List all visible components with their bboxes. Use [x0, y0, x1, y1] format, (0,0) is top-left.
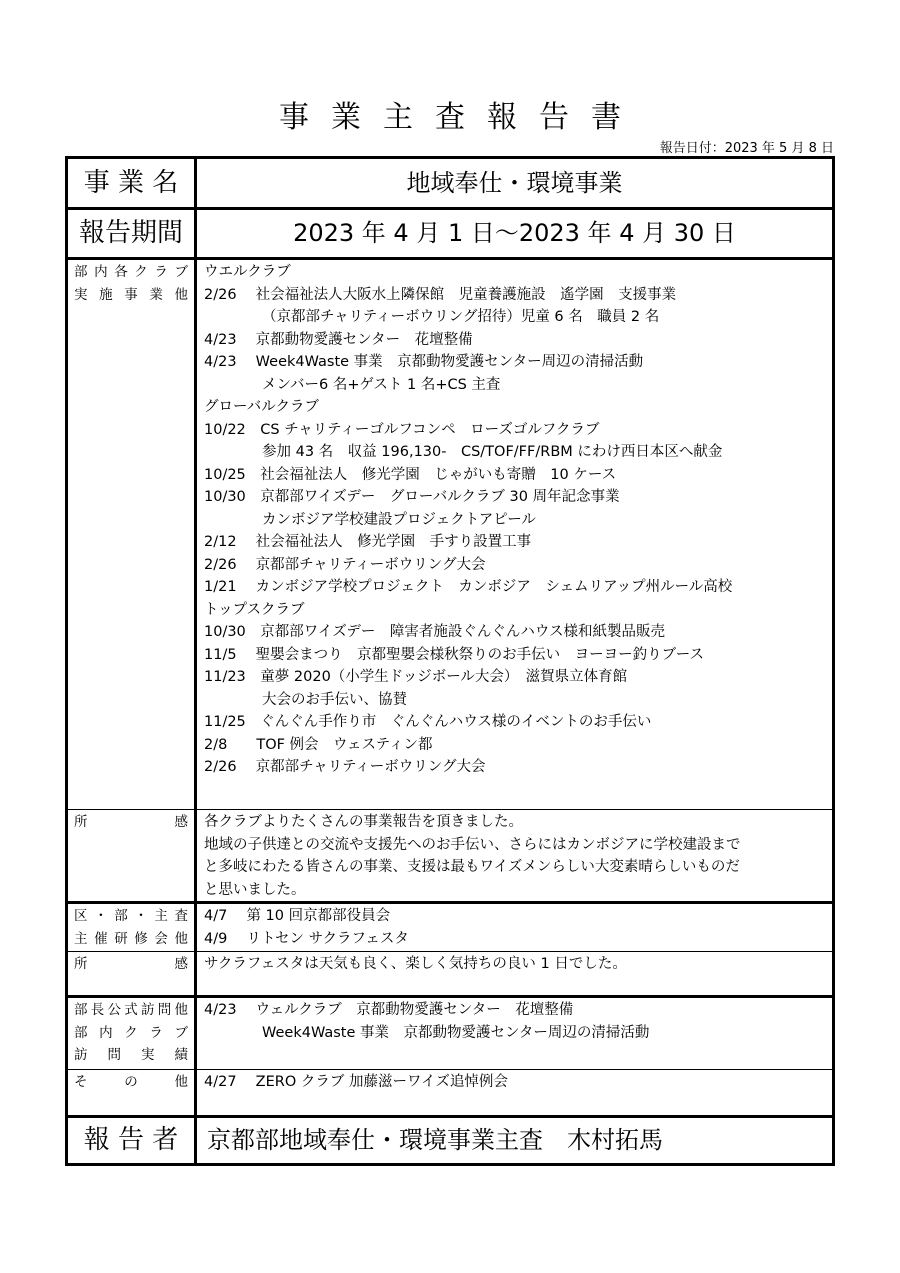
- label-char: 区: [74, 908, 88, 924]
- label-char: ク: [134, 264, 148, 280]
- label-char: 事: [124, 286, 138, 303]
- text-line: 大会のお手伝い、協賛: [262, 691, 407, 708]
- label-char: の: [124, 1074, 138, 1090]
- label-char: 部: [74, 1002, 88, 1018]
- label-char: 所: [74, 956, 88, 972]
- text-line: と多岐にわたる皆さんの事業、支援は最もワイズメンらしい大変素晴らしいものだ: [204, 859, 740, 875]
- text-line: 4/23 Week4Waste 事業 京都動物愛護センター周辺の清掃活動: [204, 354, 644, 370]
- report-period-row: [68, 210, 832, 260]
- official-visits-label-line: [74, 999, 188, 1022]
- label-char: 他: [174, 286, 188, 303]
- official-visits-label-line: [74, 1044, 188, 1067]
- official-visits-row: [68, 998, 832, 1070]
- impressions-2-label-line: [74, 953, 188, 976]
- label-char: 内: [99, 1024, 113, 1041]
- label-char: 部: [114, 908, 128, 924]
- label-char: 部: [74, 1024, 88, 1041]
- district-events-row: [68, 904, 832, 952]
- impressions-2-text: [197, 952, 832, 995]
- label-char: 績: [174, 1047, 188, 1063]
- reporter-value: 京都部地域奉仕・環境事業主査 木村拓馬: [207, 1126, 663, 1154]
- label-char: 他: [174, 1002, 188, 1018]
- text-line: 参加 43 名 収益 196,130- CS/TOF/FF/RBM にわけ西日本区へ献金: [262, 444, 723, 460]
- impressions-row: [68, 810, 832, 904]
- label-char: ラ: [149, 1024, 163, 1041]
- district-events-label: [68, 904, 197, 951]
- label-char: ブ: [174, 1024, 188, 1041]
- label-char: 実: [74, 286, 88, 303]
- text-line: 4/23 ウェルクラブ 京都動物愛護センター 花壇整備: [204, 1002, 574, 1018]
- club-activities-label-line: [74, 284, 188, 307]
- text-line: 4/23 京都動物愛護センター 花壇整備: [204, 331, 473, 348]
- label-char: 実: [141, 1047, 155, 1063]
- label-char: 催: [94, 930, 108, 947]
- label-char: 他: [174, 930, 188, 947]
- business-name-label: 事 業 名: [68, 159, 197, 207]
- club-activities-label-line: [74, 261, 188, 284]
- text-line: （京都部チャリティーボウリング招待）児童 6 名 職員 2 名: [262, 309, 660, 325]
- impressions-text: [197, 810, 832, 901]
- report-date: 報告日付：2023 年 5 月 8 日: [659, 141, 834, 156]
- district-events-list: [197, 904, 832, 951]
- text-line: 4/9 リトセン サクラフェスタ: [204, 930, 409, 947]
- label-char: 問: [157, 1002, 172, 1018]
- text-line: 4/27 ZERO クラブ 加藤滋ーワイズ追悼例会: [204, 1074, 508, 1090]
- text-line: メンバー6 名+ゲスト 1 名+CS 主査: [262, 376, 501, 393]
- text-line: 10/30 京都部ワイズデー グローバルクラブ 30 周年記念事業: [204, 489, 620, 505]
- label-char: 業: [149, 286, 163, 303]
- text-line: 2/26 社会福祉法人大阪水上隣保館 児童養護施設 遙学園 支援事業: [204, 286, 677, 303]
- label-char: 会: [154, 930, 168, 947]
- document-title: 事業主査報告書: [279, 100, 643, 135]
- label-char: ラ: [154, 264, 168, 280]
- club-activities-label: [68, 260, 197, 809]
- label-char: 式: [124, 1002, 138, 1018]
- text-line: サクラフェスタは天気も良く、楽しく気持ちの良い 1 日でした。: [204, 956, 627, 972]
- report-period-value: 2023 年 4 月 1 日～2023 年 4 月 30 日: [293, 219, 736, 247]
- impressions-label: [68, 810, 197, 901]
- other-list: [197, 1070, 832, 1115]
- impressions-label-line: [74, 811, 188, 834]
- text-line: 10/25 社会福祉法人 修光学園 じゃがいも寄贈 10 ケース: [204, 466, 617, 483]
- label-char: そ: [74, 1074, 88, 1090]
- report-table: [65, 156, 835, 1166]
- reporter-row: [68, 1118, 832, 1163]
- text-line: 2/12 社会福祉法人 修光学園 手すり設置工事: [204, 534, 532, 550]
- impressions-2-label: [68, 952, 197, 995]
- other-row: [68, 1070, 832, 1118]
- other-label-line: [74, 1071, 188, 1094]
- text-line: 1/21 カンボジア学校プロジェクト カンボジア シェムリアップ州ルール高校: [204, 579, 733, 595]
- label-char: 主: [154, 908, 168, 924]
- label-char: 施: [99, 286, 113, 303]
- official-visits-label-line: [74, 1022, 188, 1045]
- text-line: ウエルクラブ: [204, 264, 291, 280]
- district-events-label-line: [74, 905, 188, 928]
- reporter-label: 報 告 者: [68, 1118, 197, 1163]
- text-line: Week4Waste 事業 京都動物愛護センター周辺の清掃活動: [262, 1024, 650, 1041]
- text-line: 10/30 京都部ワイズデー 障害者施設ぐんぐんハウス様和紙製品販売: [204, 624, 665, 640]
- text-line: 11/5 聖嬰会まつり 京都聖嬰会様秋祭りのお手伝い ヨーヨー釣りブース: [204, 646, 705, 663]
- label-char: 修: [134, 930, 148, 947]
- text-line: 各クラブよりたくさんの事業報告を頂きました。: [204, 814, 523, 830]
- text-line: 2/8 TOF 例会 ウェスティン都: [204, 736, 433, 753]
- label-char: ・: [134, 908, 148, 924]
- label-char: ク: [124, 1024, 138, 1041]
- club-activities-list: [197, 260, 832, 809]
- other-label: [68, 1070, 197, 1115]
- label-char: 訪: [74, 1047, 88, 1063]
- text-line: 11/25 ぐんぐん手作り市 ぐんぐんハウス様のイベントのお手伝い: [204, 714, 652, 730]
- label-char: ・: [94, 908, 108, 924]
- label-char: 問: [107, 1047, 121, 1063]
- text-line: 11/23 童夢 2020（小学生ドッジボール大会） 滋賀県立体育館: [204, 669, 628, 685]
- business-name-value: 地域奉仕・環境事業: [406, 169, 623, 197]
- text-line: カンボジア学校建設プロジェクトアピール: [262, 511, 536, 528]
- club-activities-row: [68, 260, 832, 810]
- text-line: 10/22 CS チャリティーゴルフコンペ ローズゴルフクラブ: [204, 421, 600, 438]
- label-char: 訪: [141, 1002, 155, 1018]
- text-line: と思いました。: [204, 881, 306, 898]
- label-char: 各: [114, 264, 128, 280]
- label-char: ブ: [174, 264, 188, 280]
- label-char: 部: [74, 264, 88, 280]
- impressions-2-row: [68, 952, 832, 998]
- label-char: 他: [174, 1074, 188, 1090]
- label-char: 所: [74, 814, 88, 830]
- label-char: 感: [174, 956, 188, 972]
- text-line: 4/7 第 10 回京都部役員会: [204, 908, 391, 924]
- label-char: 感: [174, 814, 188, 830]
- text-line: 2/26 京都部チャリティーボウリング大会: [204, 759, 486, 775]
- label-char: 内: [94, 264, 108, 280]
- district-events-label-line: [74, 928, 188, 951]
- text-line: 地域の子供達との交流や支援先へのお手伝い、さらにはカンボジアに学校建設まで: [204, 836, 741, 853]
- business-name-row: [68, 159, 832, 210]
- label-char: 主: [74, 930, 88, 947]
- text-line: トップスクラブ: [204, 601, 305, 618]
- label-char: 査: [174, 908, 188, 924]
- label-char: 研: [114, 930, 128, 947]
- label-char: 公: [107, 1002, 121, 1018]
- official-visits-list: [197, 998, 832, 1069]
- official-visits-label: [68, 998, 197, 1069]
- label-char: 長: [90, 1002, 105, 1018]
- text-line: グローバルクラブ: [204, 399, 319, 415]
- text-line: 2/26 京都部チャリティーボウリング大会: [204, 556, 486, 573]
- report-period-label: 報告期間: [68, 210, 197, 257]
